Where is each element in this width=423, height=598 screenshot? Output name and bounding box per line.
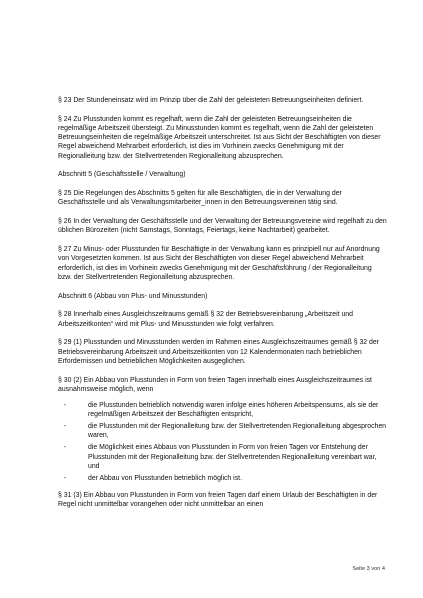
dash-marker: - [64,423,67,431]
paragraph-24: § 24 Zu Plusstunden kommt es regelhaft, wenn die Zahl der geleisteten Betreuungseinheiten die regelmäßige Arbeitszeit übersteigt. Zu Minusstunden kommt es regelhaft, wenn die Zahl der geleisteten Betreuungseinheiten die regelmäßige Arbeitszeit unterschreitet. Ist aus Sicht der Beschäftigten von dieser Regel abweichend Mehrarbeit erforderlich, ist dies im Vorhinein zwecks Genehmigung mit der Regionalleitung bzw. der Stellvertretenden Regionalleitung abzusprechen. [58,115,381,160]
paragraph-23: § 23 Der Stundeneinsatz wird im Prinzip über die Zahl der geleisteten Betreuungseinheiten definiert. [58,97,364,104]
page-number: Seite 3 von 4 [352,566,385,572]
dash-marker: - [64,475,67,483]
dash-marker: - [64,444,67,452]
list-item [58,401,387,419]
dash-marker: - [64,401,67,409]
paragraph-25: § 25 Die Regelungen des Abschnitts 5 gelten für alle Beschäftigten, die in der Verwaltung der Geschäftsstelle und als Verwaltungsmitarbeiter_innen in den Betreuungsvereinen tätig sind. [58,190,342,207]
paragraph-28: § 28 Innerhalb eines Ausgleichszeitraums gemäß § 32 der Betriebsvereinbarung „Arbeitszeit und Arbeitszeitkonten“ wird mit Plus- und Minusstunden wie folgt verfahren. [58,311,353,328]
paragraph-26: § 26 In der Verwaltung der Geschäftsstelle und der Verwaltung der Betreuungsvereine wird regelhaft zu den üblichen Bürozeiten (nicht Samstags, Sonntags, Feiertags, keine Nachtarbeit) gearbeitet. [58,218,387,235]
list-item-text: die Plusstunden betrieblich notwendig waren infolge eines höheren Arbeitspensums, als sie der regelmäßigen Arbeitszeit der Beschäftigten entspricht, [88,401,379,418]
paragraph-29: § 29 (1) Plusstunden und Minusstunden werden im Rahmen eines Ausgleichszeitraumes gemäß § 32 der Betriebsvereinbarung Arbeitszeit und Arbeitszeitkonten von 12 Kalendermonaten nach betrieblichen Erfordernissen und betrieblichen Möglichkeiten ausgeglichen. [58,339,379,365]
list-item [58,474,387,483]
list-item-text: die Plusstunden mit der Regionalleitung bzw. der Stellvertretenden Regionalleitung abgesprochen waren, [88,423,387,440]
paragraph-31: § 31 (3) Ein Abbau von Plusstunden in Form von freien Tagen darf einem Urlaub der Beschäftigten in der Regel nicht unmittelbar vorangehen oder nicht unmittelbar an einen [58,492,378,509]
paragraph-30: § 30 (2) Ein Abbau von Plusstunden in Form von freien Tagen innerhalb eines Ausgleichszeitraumes ist ausnahmsweise möglich, wenn [58,376,372,393]
condition-list [58,401,387,484]
section-heading-6: Abschnitt 6 (Abbau von Plus- und Minusstunden) [58,292,208,300]
list-item-text: der Abbau von Plusstunden betrieblich möglich ist. [88,475,242,483]
paragraph-27: § 27 Zu Minus- oder Plusstunden für Beschäftigte in der Verwaltung kann es prinzipiell nur auf Anordnung von Vorgesetzten kommen. Ist aus Sicht der Beschäftigten von dieser Regel abweichend Mehrarbeit erforderlich, ist dies im Vorhinein zwecks Genehmigung mit der Geschäftsführung / der Regionalleitung bzw. der Stellvertretenden Regionalleitung abzusprechen. [58,246,380,281]
list-item [58,422,387,440]
list-item [58,443,387,471]
list-item-text: die Möglichkeit eines Abbaus von Plusstunden in Form von freien Tagen vor Entstehung der Plusstunden mit der Regionalleitung bzw. der Stellvertretenden Regionalleitung vereinbart war, und [88,444,377,470]
section-heading-5: Abschnitt 5 (Geschäftsstelle / Verwaltung) [58,171,186,179]
